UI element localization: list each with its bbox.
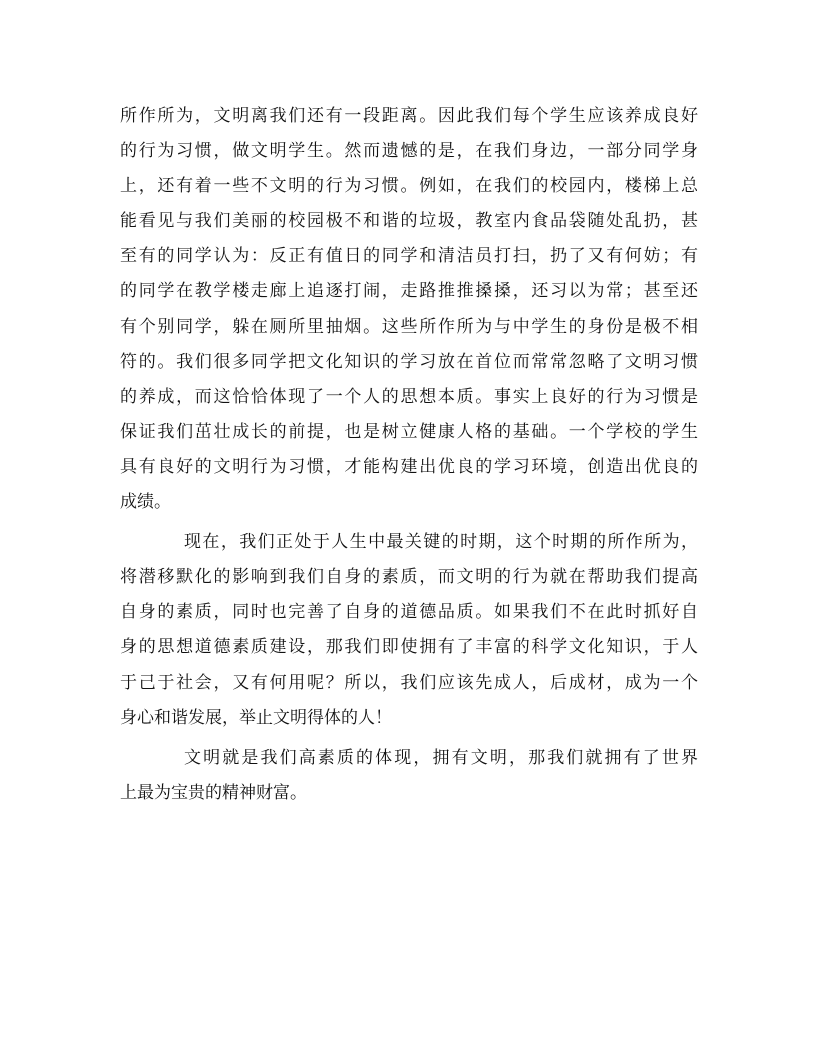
text-line: 上最为宝贵的精神财富。 — [120, 782, 307, 803]
text-line: 文明就是我们高素质的体现，拥有文明，那我们就拥有了世界 — [184, 747, 698, 768]
text-line: 将潜移默化的影响到我们自身的素质，而文明的行为就在帮助我们提高 — [120, 567, 698, 588]
paragraph-1 — [120, 99, 698, 520]
text-line: 的同学在教学楼走廊上追逐打闹，走路推推搡搡，还习以为常；甚至还 — [120, 281, 698, 302]
text-line: 能看见与我们美丽的校园极不和谐的垃圾，教室内食品袋随处乱扔，甚 — [120, 211, 698, 232]
text-line: 的养成，而这恰恰体现了一个人的思想本质。事实上良好的行为习惯是 — [120, 386, 698, 407]
document-body — [120, 99, 698, 811]
text-line: 有个别同学，躲在厕所里抽烟。这些所作所为与中学生的身份是极不相 — [120, 316, 698, 337]
text-line: 身的思想道德素质建设，那我们即使拥有了丰富的科学文化知识，于人 — [120, 637, 698, 658]
text-line: 所作所为，文明离我们还有一段距离。因此我们每个学生应该养成良好 — [120, 106, 698, 126]
text-line: 具有良好的文明行为习惯，才能构建出优良的学习环境，创造出优良的 — [120, 456, 698, 477]
text-line: 于己于社会，又有何用呢？所以，我们应该先成人，后成材，成为一个 — [120, 672, 698, 693]
text-line: 现在，我们正处于人生中最关键的时期，这个时期的所作所为， — [184, 532, 698, 553]
text-line: 至有的同学认为：反正有值日的同学和清洁员打扫，扔了又有何妨；有 — [120, 246, 698, 267]
text-line: 符的。我们很多同学把文化知识的学习放在首位而常常忽略了文明习惯 — [120, 351, 698, 372]
text-line: 上，还有着一些不文明的行为习惯。例如，在我们的校园内，楼梯上总 — [120, 176, 698, 197]
paragraph-3 — [120, 741, 698, 811]
text-line: 成绩。 — [120, 492, 171, 513]
text-line: 的行为习惯，做文明学生。然而遗憾的是，在我们身边，一部分同学身 — [120, 141, 698, 162]
text-line: 保证我们茁壮成长的前提，也是树立健康人格的基础。一个学校的学生 — [120, 421, 698, 442]
paragraph-2 — [120, 525, 698, 736]
text-line: 自身的素质，同时也完善了自身的道德品质。如果我们不在此时抓好自 — [120, 602, 698, 623]
text-line: 身心和谐发展，举止文明得体的人！ — [120, 707, 392, 728]
